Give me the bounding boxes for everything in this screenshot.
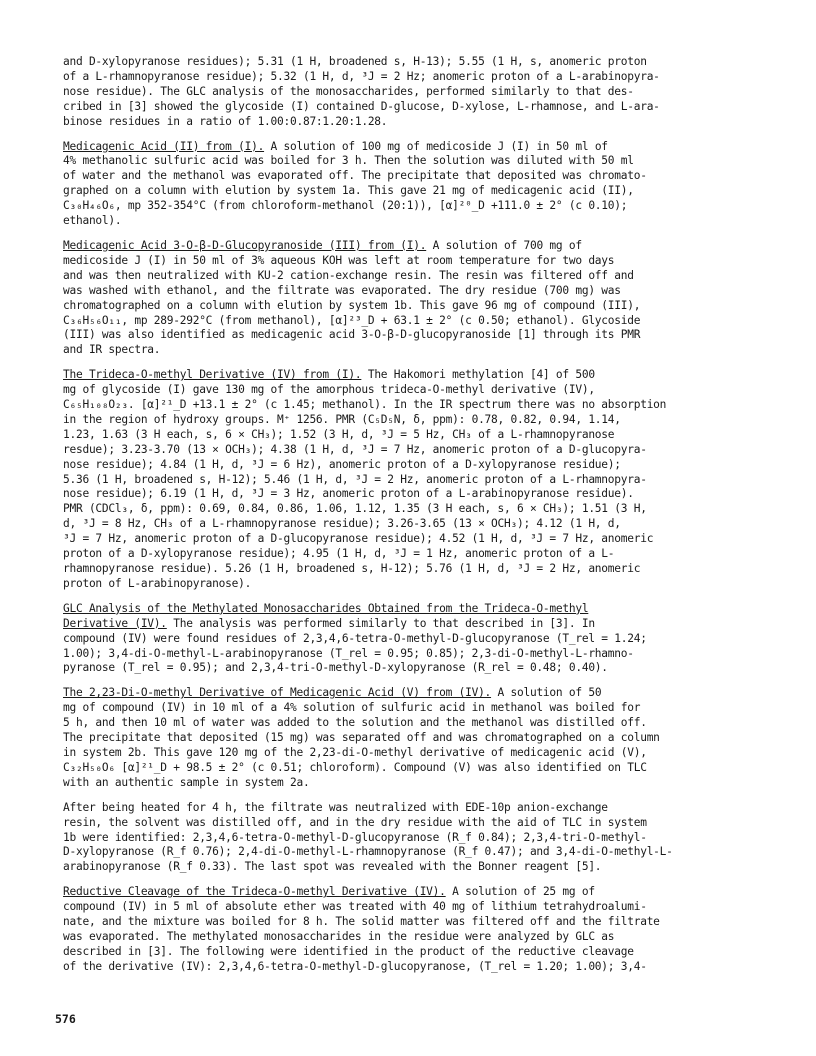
medicagenic-acid-section [63, 140, 763, 229]
page-number: 576 [55, 1012, 76, 1026]
section-heading: GLC Analysis of the Methylated Monosaccharides Obtained from the Trideca-O-methyl Derivative (IV). [63, 601, 589, 630]
paragraph-text: The analysis was performed similarly to that described in [3]. In compound (IV) were found residues of 2,3,4,6-tetra-O-methyl-D-glucopyranose (T_rel = 1.24; 1.00); 3,4-di-O-methyl-L-arabinopyranose (T_rel = 0.95; 0.85); 2,3-di-O-methyl-L-rhamno- pyranose (T_rel = 0.95); and 2,3,4-tri-O-methyl-D-xylopyranose (R_rel = 0.48; 0.40). [63, 616, 647, 675]
section-heading: The 2,23-Di-O-methyl Derivative of Medicagenic Acid (V) from (IV). [63, 686, 492, 700]
section-heading: Medicagenic Acid (II) from (I). [63, 139, 265, 153]
paragraph-text: A solution of 700 mg of medicoside J (I) in 50 ml of 3% aqueous KOH was left at room temperature for two days and was then neutralized with KU-2 cation-exchange resin. The resin was filtered off and was washed with ethanol, and the filtrate was evaporated. The dry residue (700 mg) was chromatographed on a column with elution by system 1b. This gave 96 mg of compound (III), C₃₆H₅₆O₁₁, mp 289-292°C (from methanol), [α]²³_D + 63.1 ± 2° (c 0.50; ethanol). Glycoside (III) was also identified as medicagenic acid 3-O-β-D-glucopyranoside [1] through its PMR and IR spectra. [63, 238, 641, 357]
trideca-methyl-section [63, 368, 763, 592]
reductive-cleavage-section [63, 885, 763, 974]
paragraph-text: A solution of 25 mg of compound (IV) in 5 ml of absolute ether was treated with 40 mg of lithium tetrahydroalumi- nate, and the mixture was boiled for 8 h. The solid matter was filtered off and the filtrate was evaporated. The methylated monosaccharides in the residue were analyzed by GLC as described in [3]. The following were identified in the product of the reductive cleavage of the derivative (IV): 2,3,4,6-tetra-O-methyl-D-glucopyranose, (T_rel = 1.20; 1.00); 3,4- [63, 885, 660, 973]
section-heading: The Trideca-O-methyl Derivative (IV) from (I). [63, 368, 362, 382]
paragraph-text: A solution of 100 mg of medicoside J (I) in 50 ml of 4% methanolic sulfuric acid was boiled for 3 h. Then the solution was diluted with 50 ml of water and the methanol was evaporated off. The precipitate that deposited was chromato- graphed on a column with elution by system 1a. This gave 21 mg of medicagenic acid (II), C₃₀H₄₆O₆, mp 352-354°C (from chloroform-methanol (20:1)), [α]²⁰_D +111.0 ± 2° (c 0.10); ethanol). [63, 139, 647, 228]
glucopyranoside-section [63, 239, 763, 358]
dimethyl-derivative-section [63, 686, 763, 790]
article-body [63, 55, 763, 985]
tlc-identification-paragraph [63, 801, 763, 876]
section-heading: Reductive Cleavage of the Trideca-O-methyl Derivative (IV). [63, 885, 446, 899]
paragraph-text: After being heated for 4 h, the filtrate was neutralized with EDE-10p anion-exchange resin, the solvent was distilled off, and in the dry residue with the aid of TLC in system 1b were identified: 2,3,4,6-tetra-O-methyl-D-glucopyranose (R_f 0.84); 2,3,4-tri-O-methyl- D-xylopyranose (R_f 0.76); 2,4-di-O-methyl-L-rhamnopyranose (R_f 0.47); and 3,4-di-O-methyl-L- arabinopyranose (R_f 0.33). The last spot was revealed with the Bonner reagent [5]. [63, 800, 673, 874]
paragraph-text: and D-xylopyranose residues); 5.31 (1 H, broadened s, H-13); 5.55 (1 H, s, anomeric proton of a L-rhamnopyranose residue); 5.32 (1 H, d, ³J = 2 Hz; anomeric proton of a L-arabinopyra- nose residue). The GLC analysis of the monosaccharides, performed similarly to that des- cribed in [3] showed the glycoside (I) contained D-glucose, D-xylose, L-rhamnose, and L-ara- binose residues in a ratio of 1.00:0.87:1.20:1.28. [63, 55, 660, 128]
glc-analysis-section [63, 602, 763, 677]
nmr-continuation-paragraph [63, 55, 763, 130]
section-heading: Medicagenic Acid 3-O-β-D-Glucopyranoside (III) from (I). [63, 238, 427, 252]
paragraph-text: The Hakomori methylation [4] of 500 mg of glycoside (I) gave 130 mg of the amorphous trideca-O-methyl derivative (IV), C₆₅H₁₀₈O₂₃. [α]²¹_D +13.1 ± 2° (c 1.45; methanol). In the IR spectrum there was no absorption in the region of hydroxy groups. M⁺ 1256. PMR (C₅D₅N, δ, ppm): 0.78, 0.82, 0.94, 1.14, 1.23, 1.63 (3 H each, s, 6 × CH₃); 1.52 (3 H, d, ³J = 5 Hz, CH₃ of a L-rhamnopyranose resdue); 3.23-3.70 (13 × OCH₃); 4.38 (1 H, d, ³J = 7 Hz, anomeric proton of a D-glucopyra- nose residue); 4.84 (1 H, d, ³J = 6 Hz), anomeric proton of a D-xylopyranose residue); 5.36 (1 H, broadened s, H-12); 5.46 (1 H, d, ³J = 2 Hz, anomeric proton of a L-rhamnopyra- nose residue); 6.19 (1 H, d, ³J = 3 Hz, anomeric proton of a L-arabinopyranose residue). PMR (CDCl₃, δ, ppm): 0.69, 0.84, 0.86, 1.06, 1.12, 1.35 (3 H each, s, 6 × CH₃); 1.51 (3 H, d, ³J = 8 Hz, CH₃ of a L-rhamnopyranose residue); 3.26-3.65 (13 × OCH₃); 4.12 (1 H, d, ³J = 7 Hz, anomeric proton of a D-glucopyranose residue); 4.52 (1 H, d, ³J = 7 Hz, anomeric proton of a D-xylopyranose residue); 4.95 (1 H, d, ³J = 1 Hz, anomeric proton of a L- rhamnopyranose residue). 5.26 (1 H, broadened s, H-12); 5.76 (1 H, d, ³J = 2 Hz, anomeric proton of L-arabinopyranose). [63, 368, 667, 590]
paragraph-text: A solution of 50 mg of compound (IV) in 10 ml of a 4% solution of sulfuric acid in methanol was boiled for 5 h, and then 10 ml of water was added to the solution and the methanol was distilled off. The precipitate that deposited (15 mg) was separated off and was chromatographed on a column in system 2b. This gave 120 mg of the 2,23-di-O-methyl derivative of medicagenic acid (V), C₃₂H₅₀O₆ [α]²¹_D + 98.5 ± 2° (c 0.51; chloroform). Compound (V) was also identified on TLC with an authentic sample in system 2a. [63, 686, 660, 789]
